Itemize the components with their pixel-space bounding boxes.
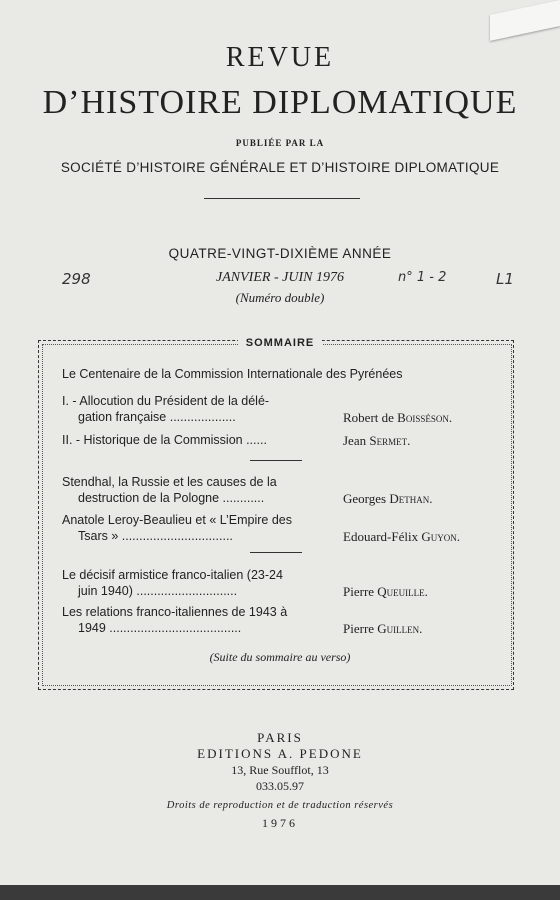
- publisher-phone: 033.05.97: [256, 779, 304, 793]
- published-by: PUBLIÉE PAR LA: [235, 138, 325, 148]
- title-line-2: D’HISTOIRE DIPLOMATIQUE: [42, 84, 518, 121]
- toc-item-5-line1: Le décisif armistice franco-italien (23-24: [62, 568, 283, 582]
- toc-item-1-line1: I. - Allocution du Président de la délé-: [62, 394, 270, 408]
- toc-item-5-line2: juin 1940) .............................: [78, 584, 238, 598]
- toc-item-3-line2: destruction de la Pologne ............: [78, 491, 265, 505]
- section-divider-2: [250, 552, 302, 553]
- toc-item-4-line2: Tsars » ................................: [78, 529, 233, 543]
- toc-item-3-line1: Stendhal, la Russie et les causes de la: [62, 475, 277, 489]
- title-divider: [204, 198, 360, 199]
- sommaire-heading: SOMMAIRE: [0, 333, 560, 351]
- handwritten-number: 298: [62, 270, 91, 288]
- issue-date: JANVIER - JUIN 1976: [216, 270, 344, 285]
- society-name: SOCIÉTÉ D’HISTOIRE GÉNÉRALE ET D’HISTOIRE DIPLOMATIQUE: [60, 160, 500, 175]
- publisher-name: EDITIONS A. PEDONE: [197, 746, 363, 761]
- sommaire-intro: Le Centenaire de la Commission Internationale des Pyrénées: [62, 367, 403, 381]
- section-divider-1: [250, 460, 302, 461]
- toc-item-2-author: Jean Sermet.: [343, 433, 411, 448]
- toc-item-4-line1: Anatole Leroy-Beaulieu et « L’Empire des: [62, 513, 293, 527]
- publisher-city: PARIS: [257, 730, 303, 745]
- toc-item-5-author: Pierre Queuille.: [343, 584, 428, 599]
- toc-item-3-author: Georges Dethan.: [343, 491, 433, 506]
- toc-item-6-line2: 1949 ......................................: [78, 621, 242, 635]
- title-line-1: REVUE: [225, 42, 335, 73]
- handwritten-mark: L1: [496, 270, 514, 288]
- publication-year: 1976: [262, 816, 298, 830]
- sommaire-continued: (Suite du sommaire au verso): [209, 650, 351, 664]
- toc-item-1-line2: gation française ...................: [78, 410, 236, 424]
- rights-notice: Droits de reproduction et de traduction réservés: [166, 800, 394, 811]
- issue-double: (Numéro double): [235, 290, 325, 305]
- toc-item-6-author: Pierre Guillen.: [343, 621, 423, 636]
- toc-item-6-line1: Les relations franco-italiennes de 1943 à: [62, 605, 288, 619]
- page-bottom-edge: [0, 885, 560, 900]
- toc-item-2-line1: II. - Historique de la Commission ......: [62, 433, 267, 447]
- toc-item-4-author: Edouard-Félix Guyon.: [343, 529, 460, 544]
- folded-corner: [490, 0, 560, 41]
- year-line: QUATRE-VINGT-DIXIÈME ANNÉE: [168, 246, 392, 261]
- toc-item-1-author: Robert de Boisséson.: [343, 410, 453, 425]
- handwritten-issue: n° 1 - 2: [398, 270, 447, 285]
- publisher-address: 13, Rue Soufflot, 13: [231, 763, 329, 777]
